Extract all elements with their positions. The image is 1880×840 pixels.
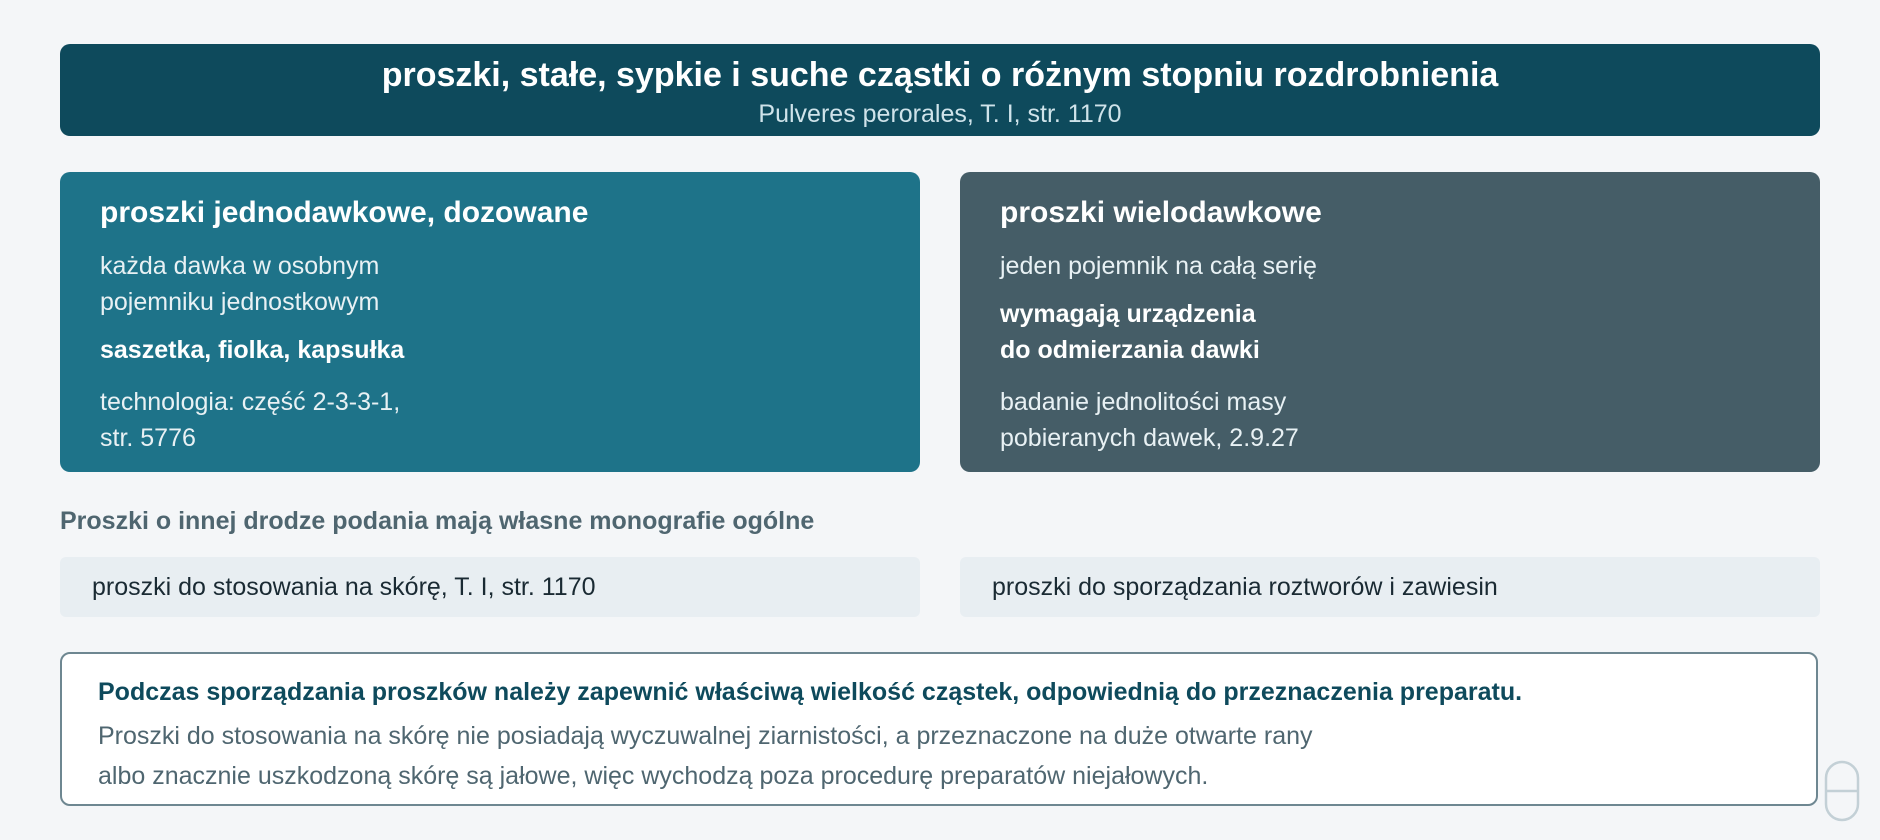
multi-dose-desc: jeden pojemnik na całą serię	[1000, 252, 1317, 280]
route-item-label: proszki do stosowania na skórę, T. I, str. 1170	[92, 573, 596, 601]
header-subtitle: Pulveres perorales, T. I, str. 1170	[758, 100, 1122, 128]
route-item-label: proszki do sporządzania roztworów i zawiesin	[992, 573, 1498, 601]
callout-heading: Podczas sporządzania proszków należy zapewnić właściwą wielkość cząstek, odpowiednią do przeznaczenia preparatu.	[98, 678, 1523, 706]
multi-dose-card	[960, 172, 1820, 472]
single-dose-ref-1: technologia: część 2-3-3-1,	[100, 388, 401, 416]
header-title: proszki, stałe, sypkie i suche cząstki o różnym stopniu rozdrobnienia	[381, 56, 1499, 94]
multi-dose-req-1: wymagają urządzenia	[1000, 300, 1256, 328]
route-item-skin	[60, 557, 920, 617]
single-dose-title: proszki jednodawkowe, dozowane	[100, 196, 589, 229]
single-dose-ref-2: str. 5776	[100, 424, 196, 452]
header-banner	[60, 44, 1820, 136]
particle-size-callout	[60, 652, 1818, 806]
multi-dose-ref-2: pobieranych dawek, 2.9.27	[1000, 424, 1299, 452]
callout-line-1: Proszki do stosowania na skórę nie posiadają wyczuwalnej ziarnistości, a przeznaczone na duże otwarte rany	[98, 722, 1313, 750]
route-item-solutions	[960, 557, 1820, 617]
multi-dose-title: proszki wielodawkowe	[1000, 196, 1322, 229]
single-dose-desc-2: pojemniku jednostkowym	[100, 288, 380, 316]
capsule-icon	[1824, 760, 1860, 822]
other-routes-heading: Proszki o innej drodze podania mają własne monografie ogólne	[60, 507, 815, 535]
multi-dose-req-2: do odmierzania dawki	[1000, 336, 1260, 364]
single-dose-card	[60, 172, 920, 472]
multi-dose-ref-1: badanie jednolitości masy	[1000, 388, 1287, 416]
callout-line-2: albo znacznie uszkodzoną skórę są jałowe, więc wychodzą poza procedurę preparatów niejałowych.	[98, 762, 1209, 790]
single-dose-desc-1: każda dawka w osobnym	[100, 252, 380, 280]
single-dose-examples: saszetka, fiolka, kapsułka	[100, 336, 405, 364]
